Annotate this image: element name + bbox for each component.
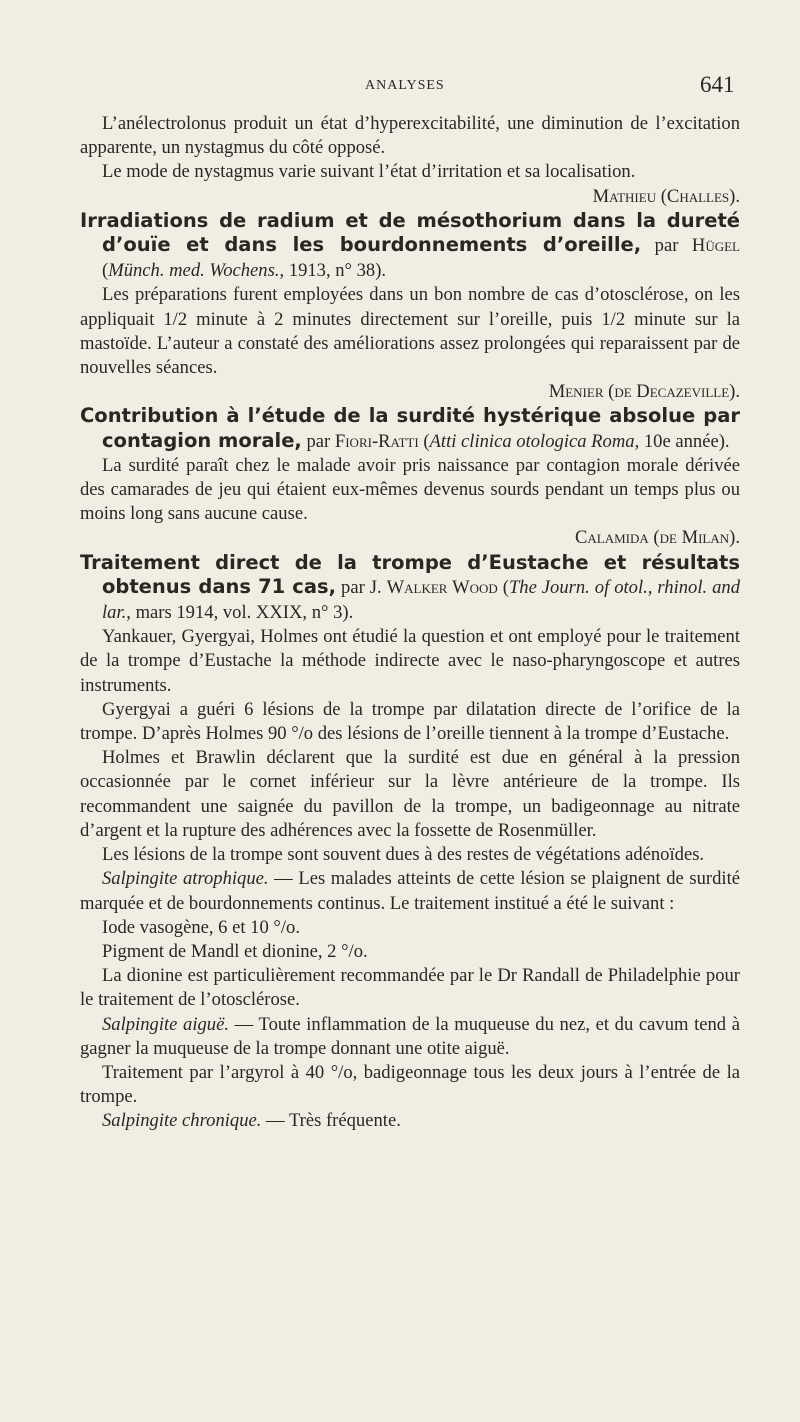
- article-2-signature: [80, 526, 740, 550]
- intro-paragraph-1: L’anélectrolonus produit un état d’hyperexcitabilité, une diminution de l’excitation apparente, un nystagmus du côté opposé.: [80, 113, 740, 159]
- article-3-paragraph: Yankauer, Gyergyai, Holmes ont étudié la question et ont employé pour le traitement de la trompe d’Eustache la méthode indirecte avec le naso-pharyngoscope et autres instruments.: [80, 626, 740, 696]
- citation-author: Hügel: [691, 235, 740, 257]
- title-text: Irradiations de radium et de mésothorium dans la dureté d’ouïe et dans les bourdonnements d’oreille,: [80, 208, 740, 257]
- article-3-paragraph: Gyergyai a guéri 6 lésions de la trompe par dilatation directe de l’orifice de la trompe. D’après Holmes 90 °/o des lésions de l’oreille tiennent à la trompe d’Eustache.: [80, 698, 740, 745]
- citation-suffix: , 10e année).: [634, 430, 730, 452]
- article-3-paragraph: Les lésions de la trompe sont souvent dues à des restes de végétations adénoïdes.: [102, 844, 705, 866]
- intro-signature: [80, 185, 740, 209]
- citation-prefix: par: [654, 235, 692, 257]
- citation-prefix: par: [306, 430, 335, 452]
- salpingite-aigue-paragraph: [80, 1013, 740, 1061]
- article-2-body: La surdité paraît chez le malade avoir pris naissance par contagion morale dérivée des camarades de jeu qui étaient eux-mêmes devenus sourds pendant un temps plus ou moins long sans aucune cause.: [80, 454, 740, 525]
- article-title-3: Traitement direct de la trompe d’Eustache et résultats obtenus dans 71 cas, par J. Walker Wood (The Journ. of otol., rhinol. and lar., mars 1914, vol. XXIX, n° 3).: [80, 550, 740, 624]
- article-title-2: Contribution à l’étude de la surdité hystérique absolue par contagion morale, par Fiori-Ratti (Atti clinica otologica Roma, 10e année).: [80, 404, 740, 452]
- section-label: Salpingite aiguë.: [102, 1013, 229, 1035]
- citation-suffix: , mars 1914, vol. XXIX, n° 3).: [126, 602, 354, 624]
- salpingite-chronique-paragraph: [80, 1109, 740, 1133]
- signature-text: Mathieu (Challes).: [592, 185, 740, 207]
- traitement-paragraph: Traitement par l’argyrol à 40 °/o, badigeonnage tous les deux jours à l’entrée de la trompe.: [80, 1061, 740, 1108]
- page-body: [80, 112, 740, 1134]
- salpingite-atrophique-paragraph: [80, 867, 740, 915]
- citation-journal: The Journ. of otol., rhinol. and lar.: [102, 576, 740, 624]
- article-title-1: Irradiations de radium et de mésothorium dans la dureté d’ouïe et dans les bourdonnements d’oreille, par Hügel (Münch. med. Wochens., 1913, n° 38).: [80, 208, 740, 282]
- dionine-paragraph: La dionine est particulièrement recommandée par le Dr Randall de Philadelphie pour le traitement de l’otosclérose.: [80, 965, 740, 1011]
- section-text: — Les malades atteints de cette lésion se plaignent de surdité marquée et de bourdonnements continus. Le traitement institué a été le suivant :: [80, 868, 740, 914]
- signature-text: Menier (de Decazeville).: [548, 381, 740, 403]
- section-text: — Toute inflammation de la muqueuse du nez, et du cavum tend à gagner la muqueuse de la trompe donnant une otite aiguë.: [80, 1013, 740, 1059]
- citation-prefix: par J.: [341, 576, 387, 598]
- page-number: 641: [700, 72, 735, 97]
- signature-text: Calamida (de Milan).: [574, 527, 740, 549]
- section-label: Salpingite atrophique.: [102, 868, 269, 890]
- citation-author: Walker Wood: [386, 576, 498, 598]
- citation-journal: Münch. med. Wochens.: [108, 260, 280, 282]
- citation-author: Fiori-Ratti: [334, 430, 419, 452]
- running-header: ANALYSES: [365, 78, 445, 93]
- citation-journal: Atti clinica otologica Roma: [429, 430, 635, 452]
- title-text: Traitement direct de la trompe d’Eustache et résultats obtenus dans 71 cas,: [80, 550, 740, 598]
- section-text: — Très fréquente.: [261, 1110, 401, 1132]
- citation-suffix: , 1913, n° 38).: [279, 260, 387, 282]
- section-label: Salpingite chronique.: [102, 1110, 262, 1132]
- article-1-body: Les préparations furent employées dans un bon nombre de cas d’otosclérose, on les appliquait 1/2 minute à 2 minutes directement sur l’oreille, puis 1/2 minute sur la mastoïde. L’auteur a constaté des améliorations assez prolongées qui reparaissent par de nouvelles séances.: [80, 284, 740, 379]
- article-3-paragraph: Holmes et Brawlin déclarent que la surdité est due en général à la pression occasionnée par le cornet inférieur sur la lèvre antérieure de la trompe. Ils recommandent une saignée du pavillon de la trompe, un badigeonnage au nitrate d’argent et la rupture des adhérences avec la fossette de Rosenmüller.: [80, 747, 740, 841]
- title-text: Contribution à l’étude de la surdité hystérique absolue par contagion morale,: [80, 404, 740, 452]
- treatment-list-item: Pigment de Mandl et dionine, 2 °/o.: [102, 940, 368, 962]
- intro-paragraph-2: Le mode de nystagmus varie suivant l’état d’irritation et sa localisation.: [102, 161, 636, 183]
- article-1-signature: [80, 380, 740, 404]
- treatment-list-item: Iode vasogène, 6 et 10 °/o.: [102, 916, 300, 938]
